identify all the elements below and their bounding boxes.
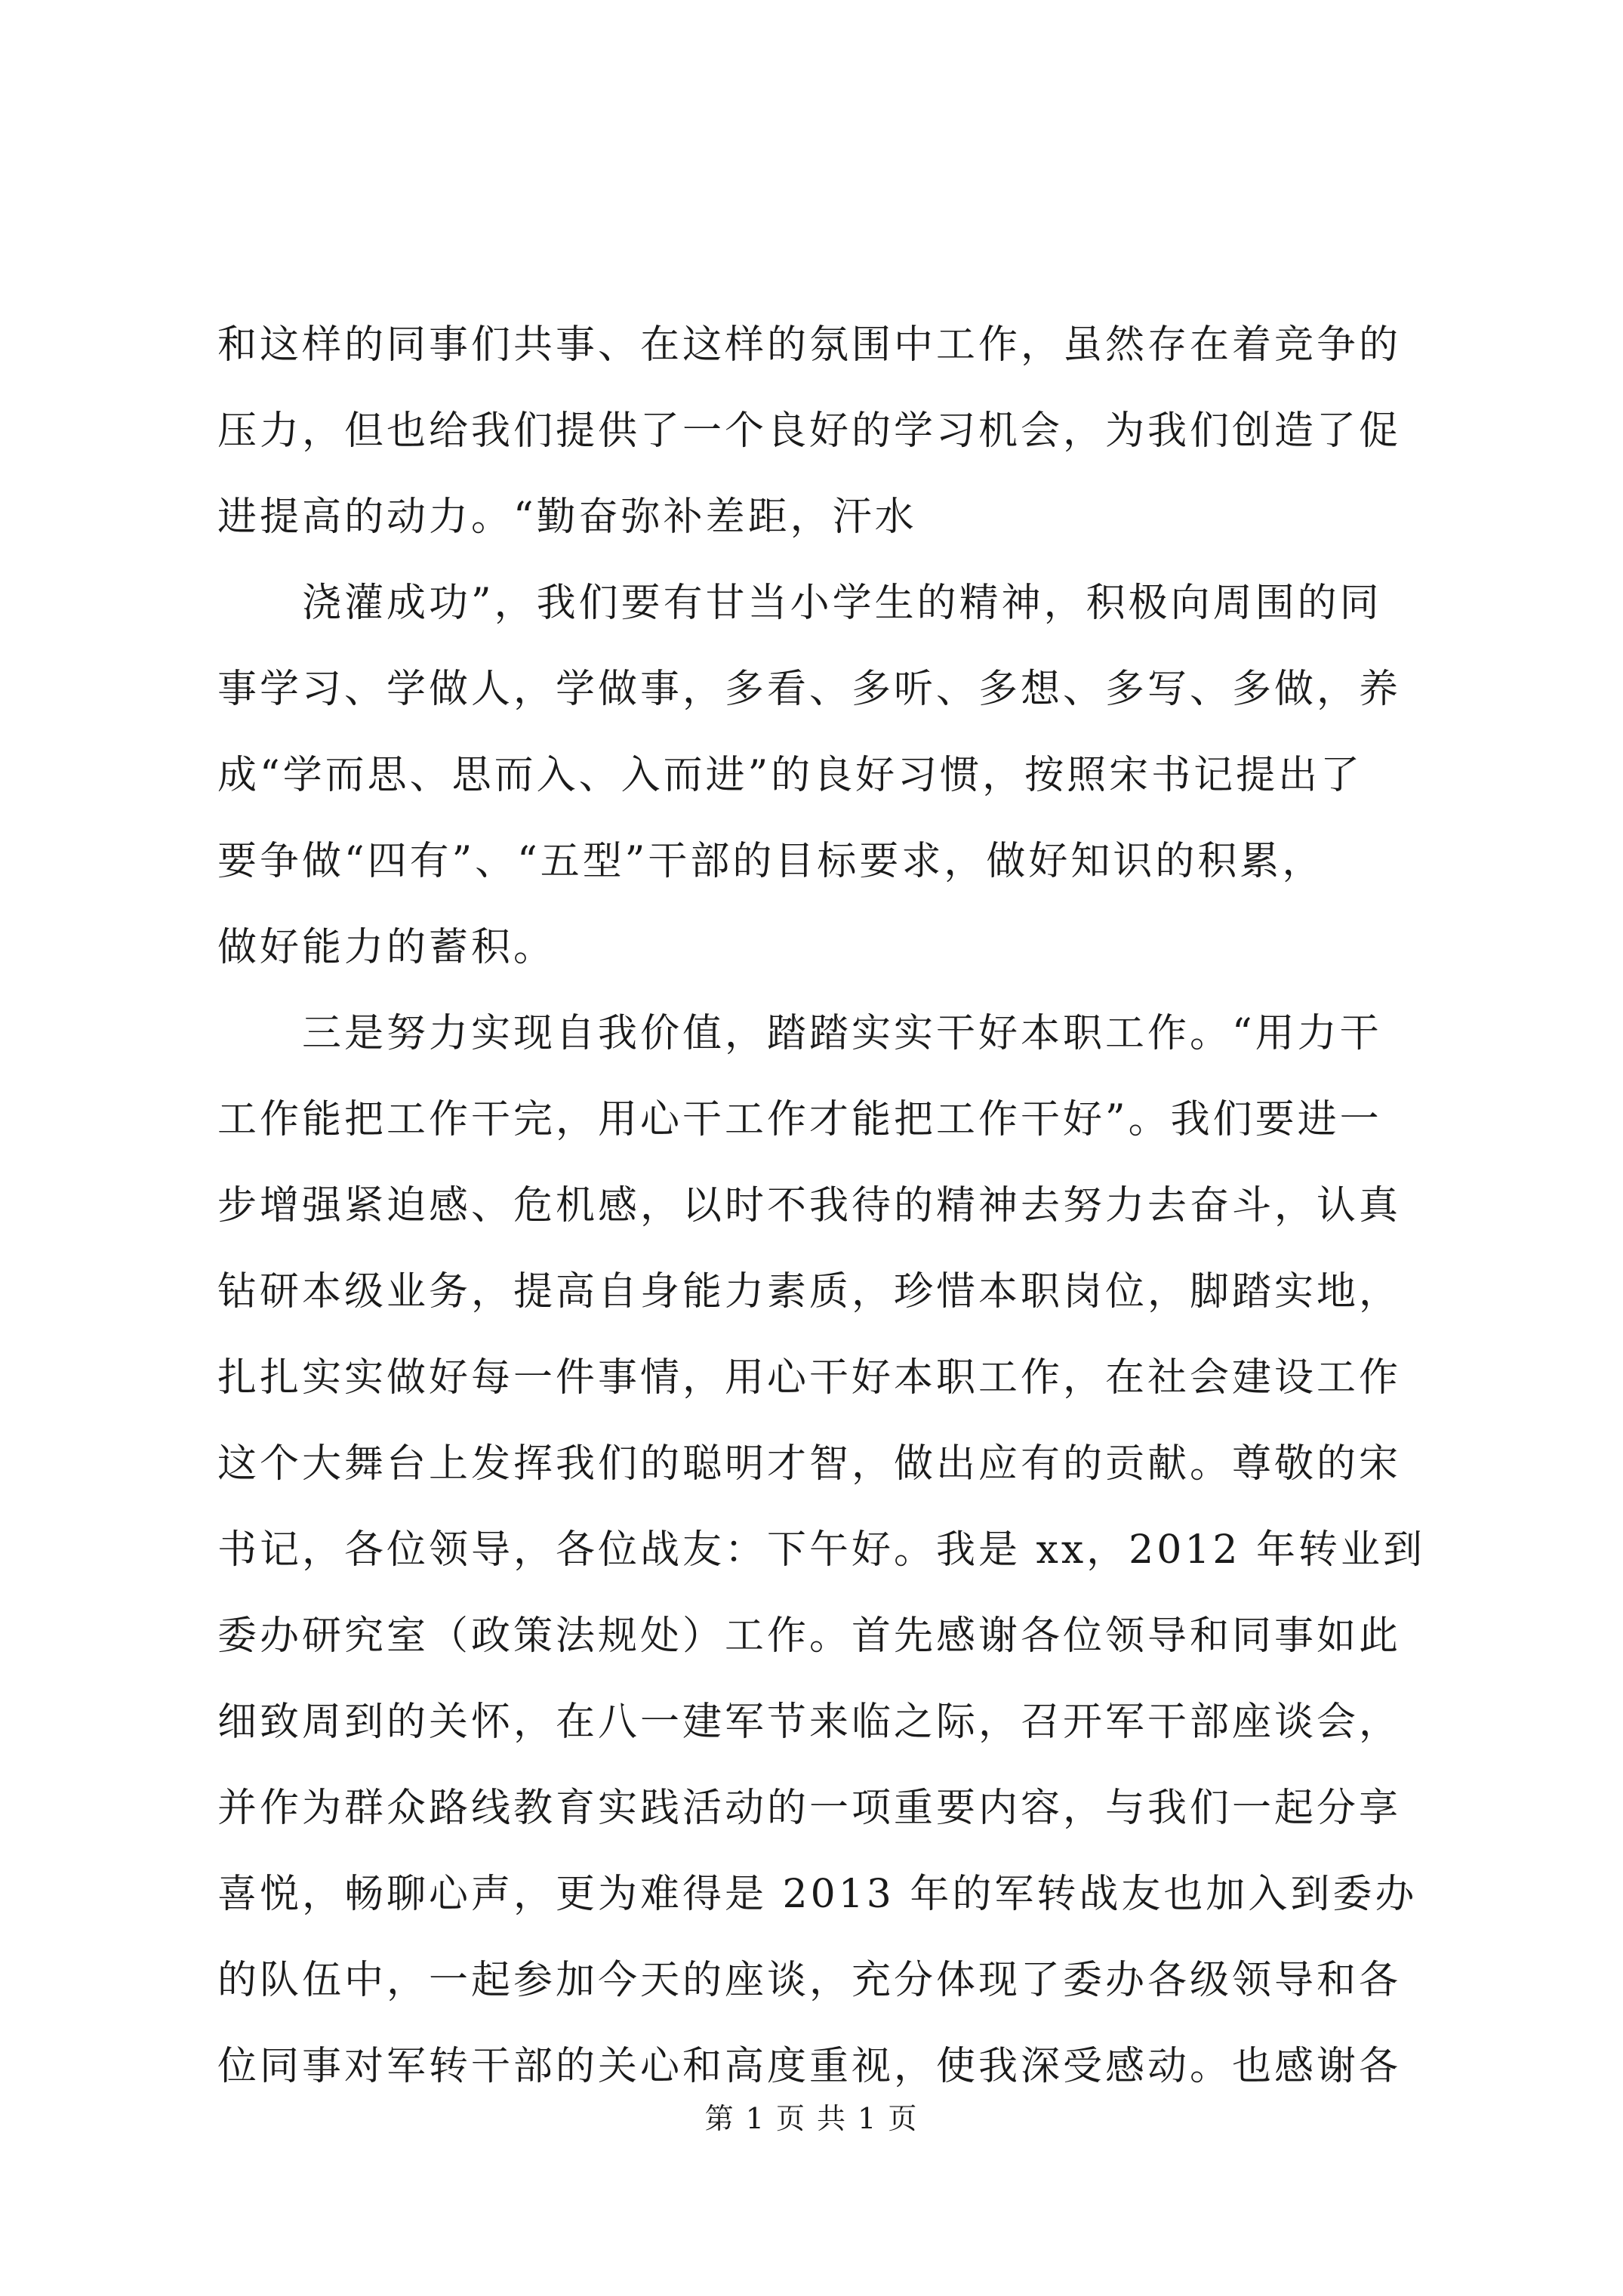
text-line: 成“学而思、思而入、入而进”的良好习惯，按照宋书记提出了 (217, 753, 1363, 798)
text-line: 事学习、学做人，学做事，多看、多听、多想、多写、多做，养 (217, 667, 1402, 712)
text-line: 这个大舞台上发挥我们的聪明才智，做出应有的贡献。尊敬的宋 (217, 1441, 1402, 1487)
body-text (217, 302, 1426, 2110)
text-line: 钻研本级业务，提高自身能力素质，珍惜本职岗位，脚踏实地， (217, 1269, 1402, 1314)
text-line: 三是努力实现自我价值，踏踏实实干好本职工作。“用力干 (302, 1011, 1382, 1056)
text-line: 进提高的动力。“勤奋弥补差距，汗水 (217, 495, 917, 540)
text-line: 喜悦，畅聊心声，更为难得是 2013 年的军转战友也加入到委办 (217, 1872, 1418, 1917)
text-line: 和这样的同事们共事、在这样的氛围中工作，虽然存在着竞争的 (217, 322, 1402, 368)
text-line: 压力，但也给我们提供了一个良好的学习机会，为我们创造了促 (217, 408, 1402, 454)
text-line: 步增强紧迫感、危机感，以时不我待的精神去努力去奋斗，认真 (217, 1183, 1402, 1228)
text-line: 位同事对军转干部的关心和高度重视，使我深受感动。也感谢各 (217, 2044, 1402, 2089)
text-line: 做好能力的蓄积。 (217, 925, 556, 970)
text-line: 委办研究室（政策法规处）工作。首先感谢各位领导和同事如此 (217, 1613, 1402, 1659)
text-line: 的队伍中，一起参加今天的座谈，充分体现了委办各级领导和各 (217, 1958, 1402, 2003)
text-line: 扎扎实实做好每一件事情，用心干好本职工作，在社会建设工作 (217, 1355, 1402, 1401)
page-footer: 第 1 页 共 1 页 (704, 2102, 919, 2135)
text-line: 并作为群众路线教育实践活动的一项重要内容，与我们一起分享 (217, 1786, 1402, 1831)
text-line: 细致周到的关怀，在八一建军节来临之际，召开军干部座谈会， (217, 1700, 1402, 1745)
text-line: 要争做“四有”、“五型”干部的目标要求，做好知识的积累， (217, 839, 1325, 884)
text-line: 浇灌成功”，我们要有甘当小学生的精神，积极向周围的同 (302, 581, 1382, 626)
text-line: 工作能把工作干完，用心干工作才能把工作干好”。我们要进一 (217, 1097, 1382, 1142)
text-line: 书记，各位领导，各位战友：下午好。我是 xx，2012 年转业到 (217, 1527, 1426, 1573)
